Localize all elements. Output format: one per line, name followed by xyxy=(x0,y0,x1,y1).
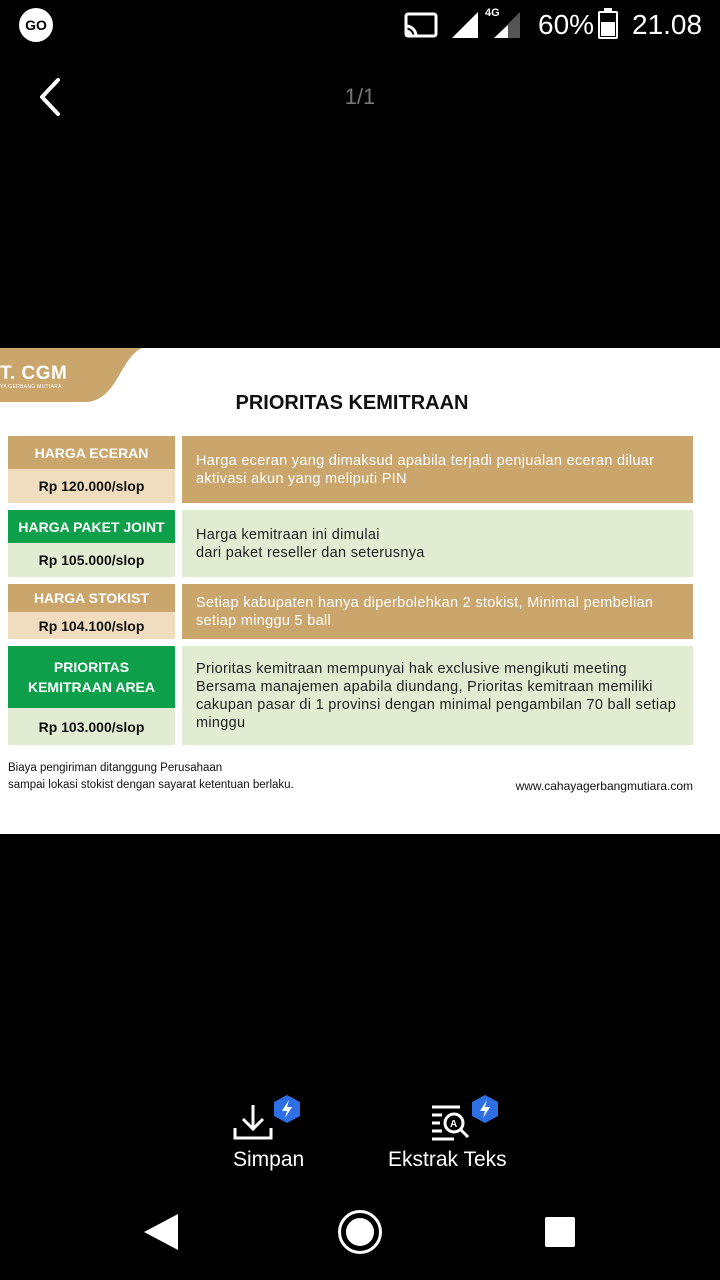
battery-icon xyxy=(598,11,618,39)
row-description xyxy=(182,646,693,745)
lightning-badge-icon xyxy=(470,1094,500,1124)
go-app-logo: GO xyxy=(19,8,53,42)
extract-text-label: Ekstrak Teks xyxy=(388,1148,507,1171)
row-description-text: Harga eceran yang dimaksud apabila terjadi penjualan eceran diluar aktivasi akun yang meliputi PIN xyxy=(196,452,655,487)
row-description-line: dari paket reseller dan seterusnya xyxy=(196,544,425,561)
footnote-line: Biaya pengiriman ditanggung Perusahaan xyxy=(8,762,223,774)
row-description-text: Setiap kabupaten hanya diperbolehkan 2 stokist, Minimal pembelian setiap minggu 5 ball xyxy=(196,594,654,629)
battery-fill xyxy=(601,22,615,36)
logo-subtext: YA GERBANG MUTIARA xyxy=(0,384,62,390)
row-description-line: Harga kemitraan ini dimulai xyxy=(196,526,380,543)
website-url: www.cahayagerbangmutiara.com xyxy=(515,779,693,793)
table-row-prioritas-kemitraan-area xyxy=(8,646,694,745)
document-image[interactable] xyxy=(0,348,720,834)
battery-percent: 60% xyxy=(538,9,595,40)
clock: 21.08 xyxy=(632,9,703,40)
table-row-harga-stokist xyxy=(8,584,694,639)
signal-icon xyxy=(450,12,480,38)
table-row-harga-paket-joint xyxy=(8,510,694,577)
row-heading-line: PRIORITAS xyxy=(53,659,130,675)
nav-recent-icon[interactable] xyxy=(545,1217,575,1247)
row-description xyxy=(182,510,693,577)
row-heading: HARGA PAKET JOINT xyxy=(8,510,175,543)
signal-icon-secondary xyxy=(492,12,522,38)
save-button[interactable] xyxy=(232,1098,312,1178)
download-icon xyxy=(232,1102,274,1142)
lightning-badge-icon xyxy=(272,1094,302,1124)
save-label: Simpan xyxy=(233,1148,305,1171)
footnote-line: sampai lokasi stokist dengan sayarat ketentuan berlaku. xyxy=(8,779,294,791)
row-description xyxy=(182,436,693,503)
footnote xyxy=(8,760,294,794)
extract-text-button[interactable] xyxy=(388,1098,518,1178)
svg-text:A: A xyxy=(450,1119,458,1130)
cast-icon xyxy=(404,12,438,38)
row-heading xyxy=(8,646,175,708)
status-bar xyxy=(0,0,720,50)
row-heading: HARGA ECERAN xyxy=(8,436,175,469)
page-counter: 1/1 xyxy=(344,84,376,109)
text-scan-icon xyxy=(430,1102,472,1142)
row-price: Rp 104.100/slop xyxy=(8,612,175,639)
row-heading: HARGA STOKIST xyxy=(8,584,175,612)
logo-text: T. CGM xyxy=(0,363,68,384)
nav-home-icon[interactable] xyxy=(338,1210,382,1254)
row-price: Rp 103.000/slop xyxy=(8,708,175,745)
table-row-harga-eceran xyxy=(8,436,694,503)
document-title: PRIORITAS KEMITRAAN xyxy=(235,392,469,414)
nav-back-icon[interactable] xyxy=(142,1212,180,1252)
row-price: Rp 120.000/slop xyxy=(8,469,175,503)
row-heading-line: KEMITRAAN AREA xyxy=(27,679,156,695)
row-description-text: Prioritas kemitraan mempunyai hak exclusive mengikuti meeting Bersama manajemen apabila diundang, Prioritas kemitraan memiliki cakupan pasar di 1 provinsi dengan minimal pengambilan 70 ball setiap minggu xyxy=(196,660,677,731)
network-type: 4G xyxy=(485,7,500,19)
row-description xyxy=(182,584,693,639)
row-price: Rp 105.000/slop xyxy=(8,543,175,577)
